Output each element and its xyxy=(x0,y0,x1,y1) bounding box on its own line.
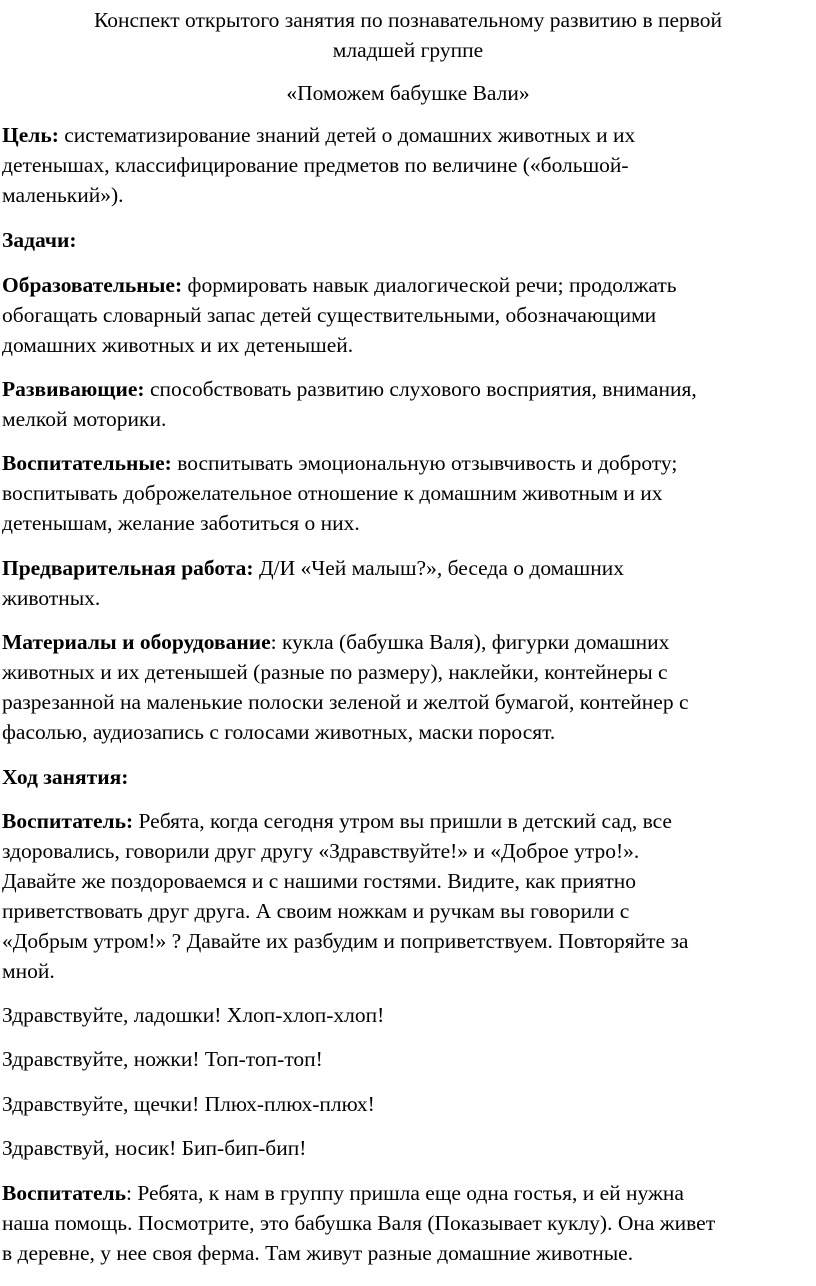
teacher2-paragraph xyxy=(2,1178,684,1208)
upbringing-label: Воспитательные: xyxy=(2,451,172,475)
developing-line-2: мелкой моторики. xyxy=(2,407,167,431)
upbringing-paragraph xyxy=(2,448,677,478)
greeting-line-1: Здравствуйте, ладошки! Хлоп-хлоп-хлоп! xyxy=(2,1003,385,1027)
educational-line-2: обогащать словарный запас детей существительными, обозначающими xyxy=(2,303,657,327)
teacher1-line-3: Давайте же поздороваемся и с нашими гостями. Видите, как приятно xyxy=(2,869,636,893)
materials-line-4: фасолью, аудиозапись с голосами животных, маски поросят. xyxy=(2,720,556,744)
teacher2-label: Воспитатель xyxy=(2,1181,126,1205)
goal-label: Цель: xyxy=(2,123,59,147)
teacher1-line-6: мной. xyxy=(2,959,55,983)
teacher2-line-3: в деревне, у нее своя ферма. Там живут разные домашние животные. xyxy=(2,1241,634,1265)
teacher1-line-5: «Добрым утром!» ? Давайте их разбудим и поприветствуем. Повторяйте за xyxy=(2,929,689,953)
materials-line-3: разрезанной на маленькие полоски зеленой и желтой бумагой, контейнер с xyxy=(2,690,689,714)
preliminary-line-1: Д/И «Чей малыш?», беседа о домашних xyxy=(253,556,624,580)
preliminary-line-2: животных. xyxy=(2,586,101,610)
tasks-heading-text: Задачи: xyxy=(2,228,77,252)
greeting-line-2: Здравствуйте, ножки! Топ-топ-топ! xyxy=(2,1047,323,1071)
greeting-line-3: Здравствуйте, щечки! Плюх-плюх-плюх! xyxy=(2,1092,375,1116)
preliminary-paragraph xyxy=(2,553,624,583)
preliminary-label: Предварительная работа: xyxy=(2,556,254,580)
course-heading-text: Ход занятия: xyxy=(2,765,129,789)
developing-paragraph xyxy=(2,374,697,404)
developing-label: Развивающие: xyxy=(2,377,145,401)
materials-label: Материалы и оборудование xyxy=(2,630,271,654)
greeting-line-4: Здравствуй, носик! Бип-бип-бип! xyxy=(2,1136,307,1160)
materials-line-1: : кукла (бабушка Валя), фигурки домашних xyxy=(270,630,670,654)
materials-line-2: животных и их детенышей (разные по размеру), наклейки, контейнеры с xyxy=(2,660,668,684)
teacher1-line-4: приветствовать друг друга. А своим ножкам и ручкам вы говорили с xyxy=(2,899,630,923)
educational-paragraph xyxy=(2,270,677,300)
teacher1-paragraph xyxy=(2,806,672,836)
goal-line-1: систематизирование знаний детей о домашних животных и их xyxy=(58,123,636,147)
teacher2-line-1: : Ребята, к нам в группу пришла еще одна гостья, и ей нужна xyxy=(125,1181,684,1205)
teacher1-line-2: здоровались, говорили друг другу «Здравствуйте!» и «Доброе утро!». xyxy=(2,839,640,863)
materials-paragraph xyxy=(2,627,669,657)
goal-line-2: детенышах, классифицирование предметов по величине («большой- xyxy=(2,153,629,177)
goal-paragraph xyxy=(2,120,635,150)
upbringing-line-3: детенышам, желание заботиться о них. xyxy=(2,511,360,535)
upbringing-line-1: воспитывать эмоциональную отзывчивость и доброту; xyxy=(171,451,678,475)
tasks-heading xyxy=(2,225,77,255)
educational-label: Образовательные: xyxy=(2,273,183,297)
teacher1-line-1: Ребята, когда сегодня утром вы пришли в детский сад, все xyxy=(133,809,672,833)
developing-line-1: способствовать развитию слухового восприятия, внимания, xyxy=(144,377,697,401)
title-line-1: Конспект открытого занятия по познавательному развитию в первой xyxy=(93,8,723,32)
goal-line-3: маленький»). xyxy=(2,183,124,207)
educational-line-1: формировать навык диалогической речи; продолжать xyxy=(182,273,677,297)
subtitle: «Поможем бабушке Вали» xyxy=(286,81,530,105)
teacher2-line-2: наша помощь. Посмотрите, это бабушка Валя (Показывает куклу). Она живет xyxy=(2,1211,716,1235)
educational-line-3: домашних животных и их детенышей. xyxy=(2,333,354,357)
title-line-2: младшей группе xyxy=(332,38,484,62)
course-heading xyxy=(2,762,128,792)
upbringing-line-2: воспитывать доброжелательное отношение к домашним животным и их xyxy=(2,481,663,505)
teacher1-label: Воспитатель: xyxy=(2,809,134,833)
